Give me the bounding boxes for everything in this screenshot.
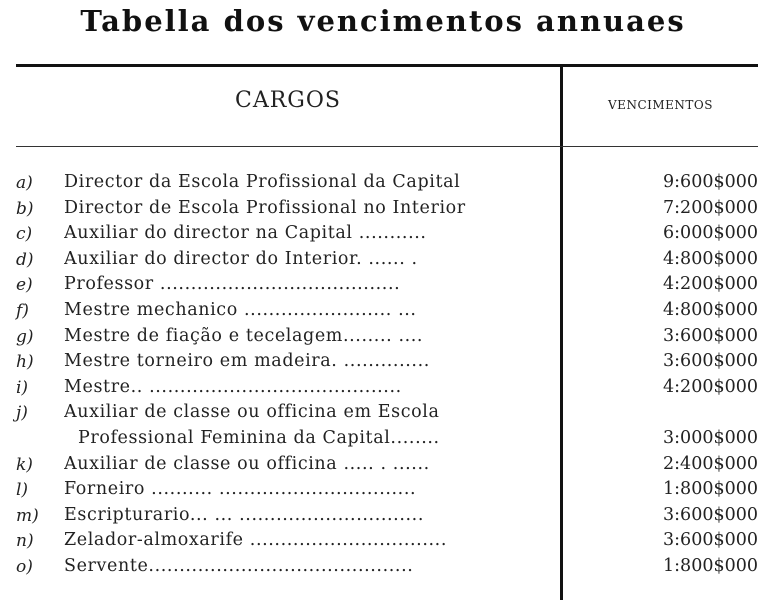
row-cargo: Servente........................................... <box>64 555 414 576</box>
row-letter: n) <box>16 531 34 552</box>
row-cargo: Auxiliar do director na Capital ........... <box>64 223 427 244</box>
table-row <box>0 347 766 373</box>
table-row <box>0 296 766 322</box>
table-row <box>0 219 766 245</box>
row-cargo: Zelador-almoxarife ................................ <box>64 530 447 551</box>
row-vencimento: 3:600$000 <box>663 504 758 525</box>
row-cargo: Mestre de fiação e tecelagem........ .... <box>64 325 424 346</box>
table-row <box>0 526 766 552</box>
row-cargo: Director de Escola Profissional no Interior <box>64 197 466 218</box>
row-cargo: Auxiliar de classe ou officina ..... . ...... <box>64 453 430 474</box>
row-cargo: Director da Escola Profissional da Capital <box>64 172 461 192</box>
row-vencimento: 1:800$000 <box>663 555 758 576</box>
table-row <box>0 245 766 271</box>
row-letter: m) <box>16 505 39 526</box>
header-rule <box>16 146 758 147</box>
table-row <box>0 450 766 476</box>
row-letter: l) <box>16 480 29 501</box>
row-cargo: Auxiliar de classe ou officina em Escola <box>64 402 440 423</box>
row-vencimento: 4:800$000 <box>663 299 758 320</box>
row-letter: j) <box>16 403 28 424</box>
row-cargo: Professor ....................................... <box>64 274 401 295</box>
salary-table-body <box>0 168 766 578</box>
row-cargo: Mestre.. ......................................... <box>64 376 402 397</box>
row-letter: h) <box>16 352 34 373</box>
table-row <box>0 398 766 424</box>
row-cargo: Mestre mechanico ........................ ... <box>64 299 417 320</box>
row-vencimento: 3:600$000 <box>663 530 758 551</box>
row-vencimento: 2:400$000 <box>663 453 758 474</box>
row-letter: e) <box>16 275 33 296</box>
row-vencimento: 4:800$000 <box>663 248 758 269</box>
table-row <box>0 194 766 220</box>
row-vencimento: 7:200$000 <box>663 197 758 218</box>
document-title: Tabella dos vencimentos annuaes <box>80 4 686 38</box>
row-cargo: Escripturario... ... .............................. <box>64 504 424 525</box>
table-row <box>0 475 766 501</box>
row-vencimento: 3:000$000 <box>663 427 758 448</box>
table-row <box>0 270 766 296</box>
row-letter: f) <box>16 300 29 321</box>
row-letter: a) <box>16 173 33 193</box>
row-vencimento: 9:600$000 <box>663 172 758 192</box>
row-cargo: Mestre torneiro em madeira. .............. <box>64 351 430 372</box>
row-letter: i) <box>16 377 29 398</box>
row-vencimento: 1:800$000 <box>663 479 758 500</box>
row-letter: g) <box>16 326 34 347</box>
table-row <box>0 501 766 527</box>
table-row <box>0 322 766 348</box>
table-row <box>0 168 766 194</box>
row-vencimento: 6:000$000 <box>663 223 758 244</box>
row-letter: k) <box>16 454 33 475</box>
row-cargo: Professional Feminina da Capital........ <box>78 427 440 448</box>
row-vencimento: 4:200$000 <box>663 274 758 295</box>
table-row <box>0 552 766 578</box>
row-vencimento: 3:600$000 <box>663 325 758 346</box>
table-row <box>0 373 766 399</box>
row-vencimento: 3:600$000 <box>663 351 758 372</box>
column-header-cargos: CARGOS <box>235 88 341 113</box>
row-cargo: Forneiro .......... ................................ <box>64 479 417 500</box>
row-vencimento: 4:200$000 <box>663 376 758 397</box>
table-row <box>0 424 766 450</box>
row-letter: c) <box>16 224 33 245</box>
row-letter: b) <box>16 198 34 219</box>
column-header-vencimentos: VENCIMENTOS <box>608 98 713 112</box>
row-letter: d) <box>16 249 34 270</box>
row-cargo: Auxiliar do director do Interior. ...... . <box>64 248 418 269</box>
table-top-rule <box>16 64 758 67</box>
row-letter: o) <box>16 556 33 577</box>
